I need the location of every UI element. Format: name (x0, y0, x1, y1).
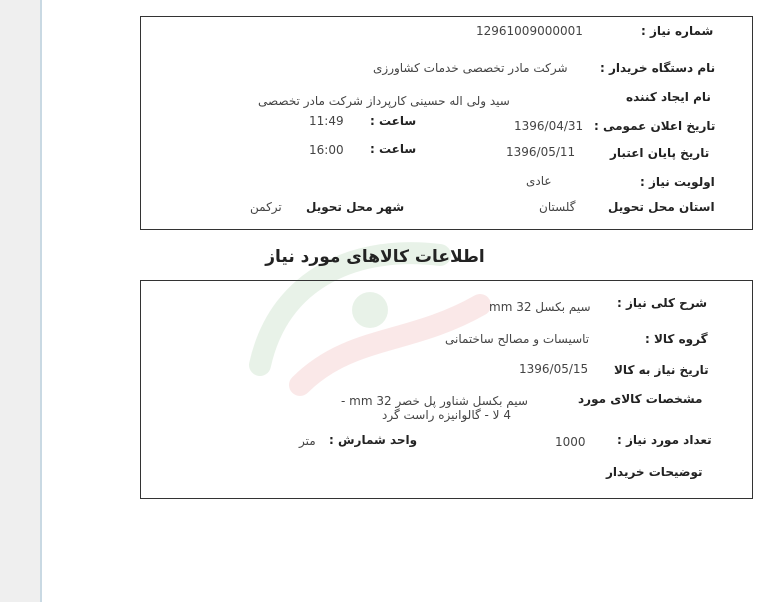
delivery-province-label: استان محل تحویل (608, 200, 715, 214)
quantity-label: تعداد مورد نیاز : (617, 433, 712, 447)
need-number-label: شماره نیاز : (641, 24, 714, 38)
validity-end-date-value: 1396/05/11 (506, 145, 576, 159)
goods-specs-line-1: سیم بکسل شناور پل خصر mm 32 - (341, 394, 528, 408)
delivery-province-value: گلستان (539, 200, 576, 214)
quantity-value: 1000 (555, 435, 586, 449)
page-left-border (40, 0, 42, 602)
buyer-org-value: شرکت مادر تخصصی خدمات کشاورزی (373, 61, 568, 75)
creator-label: نام ایجاد کننده (626, 90, 711, 104)
buyer-notes-label: توضیحات خریدار (606, 465, 703, 479)
buyer-org-label: نام دستگاه خریدار : (600, 61, 716, 75)
validity-time-value: 16:00 (309, 143, 344, 157)
delivery-city-value: ترکمن (250, 200, 282, 214)
unit-label: واحد شمارش : (329, 433, 418, 447)
goods-specs-line-2: 4 لا - گالوانیزه راست گرد (382, 408, 511, 422)
need-number-value: 12961009000001 (476, 24, 583, 38)
page-left-margin (0, 0, 40, 602)
public-announce-date-value: 1396/04/31 (514, 119, 584, 133)
goods-section-title: اطلاعات کالاهای مورد نیاز (265, 247, 485, 267)
need-description-value: سیم بکسل mm 32 (489, 300, 591, 314)
priority-value: عادی (526, 174, 552, 188)
priority-label: اولویت نیاز : (640, 175, 715, 189)
delivery-city-label: شهر محل تحویل (306, 200, 405, 214)
goods-specs-label: مشخصات کالای مورد (578, 392, 703, 406)
goods-group-value: تاسیسات و مصالح ساختمانی (445, 332, 590, 346)
goods-group-label: گروه کالا : (645, 332, 708, 346)
unit-value: متر (299, 434, 316, 448)
goods-need-date-value: 1396/05/15 (519, 362, 589, 376)
validity-time-label: ساعت : (370, 142, 417, 156)
announce-time-label: ساعت : (370, 114, 417, 128)
need-description-label: شرح کلی نیاز : (617, 296, 708, 310)
validity-end-date-label: تاریخ پایان اعتبار (610, 146, 710, 160)
creator-value: سید ولی اله حسینی کارپرداز شرکت مادر تخصصی (258, 94, 510, 108)
goods-need-date-label: تاریخ نیاز به کالا (614, 363, 709, 377)
public-announce-date-label: تاریخ اعلان عمومی : (594, 119, 716, 133)
announce-time-value: 11:49 (309, 114, 344, 128)
